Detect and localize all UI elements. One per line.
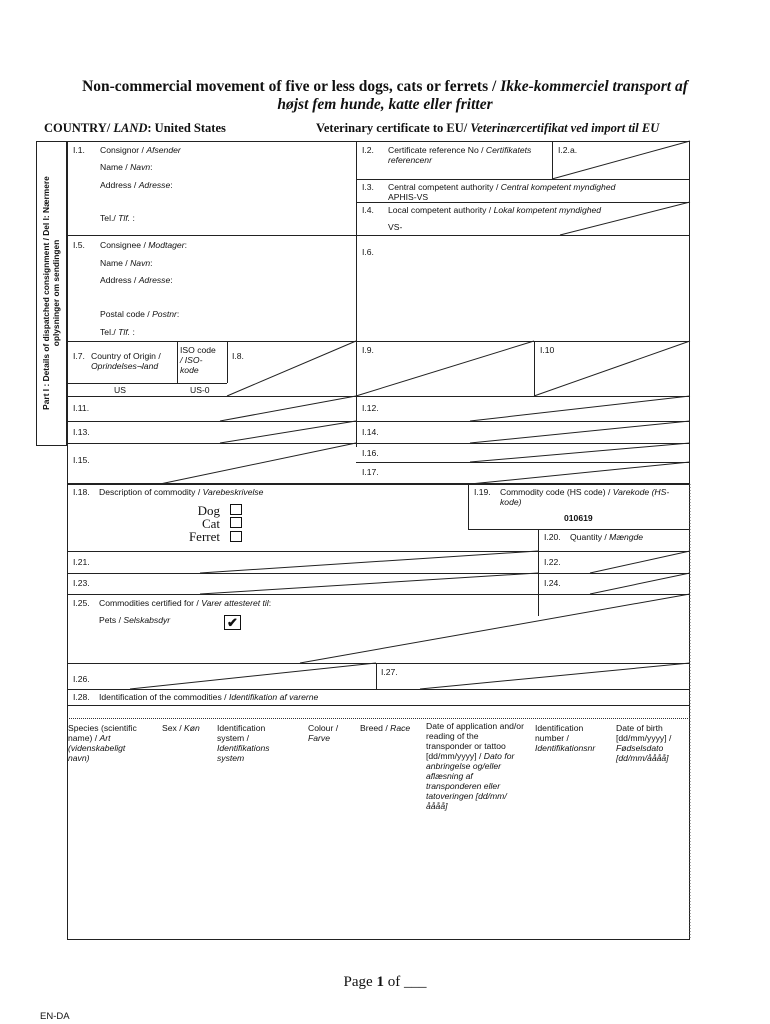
origin-label-en: Country of Origin / bbox=[91, 351, 161, 361]
field-label-i22: I.22. bbox=[544, 557, 561, 567]
ferret-checkbox[interactable] bbox=[230, 531, 242, 542]
field-label-i16: I.16. bbox=[362, 448, 379, 458]
col-header-breed: Breed / Race bbox=[360, 723, 411, 733]
identification-label: Identification of the commodities / Identifikation af varerne bbox=[99, 692, 319, 702]
commodity-frame bbox=[67, 484, 690, 940]
title-da-line2: højst fem hunde, katte eller fritter bbox=[277, 96, 493, 113]
country-of-origin-value: US bbox=[114, 385, 126, 395]
local-authority-value: VS- bbox=[388, 222, 403, 232]
field-label-i17: I.17. bbox=[362, 467, 379, 477]
quantity-label: Quantity / Mængde bbox=[570, 532, 644, 542]
col-header-id-number: Identification number / Identifikationsnr bbox=[535, 723, 596, 753]
hs-code-value: 010619 bbox=[564, 513, 593, 523]
consignee-name-label: Name / Navn: bbox=[100, 258, 153, 268]
col-header-birth-date: Date of birth [dd/mm/yyyy] / Fødselsdato [dd/mm/åååå] bbox=[616, 723, 672, 763]
iso-code-value: US-0 bbox=[190, 385, 210, 395]
field-label-i13: I.13. bbox=[73, 427, 90, 437]
field-label-i26: I.26. bbox=[73, 674, 90, 684]
consignee-tel-label: Tel./ Tlf. : bbox=[100, 327, 135, 337]
field-label-i24: I.24. bbox=[544, 578, 561, 588]
col-header-colour: Colour / Farve bbox=[308, 723, 339, 743]
origin-label-da: Oprindelses¬land bbox=[91, 361, 159, 371]
col-header-application-date: Date of application and/or reading of the transponder or tattoo [dd/mm/yyyy] / Dato for anbringelse og/eller aflæsning af transponderen eller tatoveringen [dd/mm/åååå] bbox=[426, 721, 524, 811]
central-authority-label: Central competent authority / Central kompetent myndighed bbox=[388, 182, 616, 192]
consignee-address-label: Address / Adresse: bbox=[100, 275, 173, 285]
field-label-i23: I.23. bbox=[73, 578, 90, 588]
pets-checkbox[interactable]: ✔ bbox=[224, 615, 241, 630]
iso-label-en: ISO code bbox=[180, 345, 216, 355]
country-heading: COUNTRY/ LAND: United States bbox=[44, 121, 226, 135]
col-header-sex: Sex / Køn bbox=[162, 723, 200, 733]
field-label-i19: I.19. bbox=[474, 487, 491, 497]
commodity-description-label: Description of commodity / Varebeskrivelse bbox=[99, 487, 264, 497]
central-authority-value: APHIS-VS bbox=[388, 192, 429, 202]
consignor-address-label: Address / Adresse: bbox=[100, 180, 173, 190]
field-label-i5: I.5. bbox=[73, 240, 85, 250]
field-label-i14: I.14. bbox=[362, 427, 379, 437]
page-number: Page 1 of ___ bbox=[343, 974, 427, 990]
field-label-i3: I.3. bbox=[362, 182, 374, 192]
consignee-label: Consignee / Modtager: bbox=[100, 240, 187, 250]
iso-label-da: / ISO-kode bbox=[180, 355, 203, 375]
field-label-i9: I.9. bbox=[362, 345, 374, 355]
consignor-label: Consignor / Afsender bbox=[100, 145, 181, 155]
country-value: : United States bbox=[147, 121, 226, 135]
cat-checkbox[interactable] bbox=[230, 517, 242, 528]
col-header-id-system: Identification system / Identifikations system bbox=[217, 723, 270, 763]
consignee-postal-label: Postal code / Postnr: bbox=[100, 309, 180, 319]
language-code: EN-DA bbox=[40, 1011, 70, 1022]
field-label-i2: I.2. bbox=[362, 145, 374, 155]
title-da: Ikke-kommerciel transport af bbox=[500, 78, 688, 95]
certified-for-label: Commodities certified for / Varer attesteret til: bbox=[99, 598, 272, 608]
title-en: Non-commercial movement of five or less dogs, cats or ferrets / bbox=[82, 78, 501, 95]
field-label-i1: I.1. bbox=[73, 145, 85, 155]
field-label-i15: I.15. bbox=[73, 455, 90, 465]
field-label-i10: I.10 bbox=[540, 345, 555, 355]
commodity-cat-label: Cat bbox=[201, 516, 220, 531]
consignor-tel-label: Tel./ Tlf. : bbox=[100, 213, 135, 223]
field-label-i11: I.11. bbox=[73, 403, 90, 413]
commodity-dog-label: Dog bbox=[197, 503, 220, 518]
dog-checkbox[interactable] bbox=[230, 504, 242, 515]
field-label-i21: I.21. bbox=[73, 557, 90, 567]
document-title bbox=[60, 78, 710, 114]
field-label-i6: I.6. bbox=[362, 247, 374, 257]
pets-label: Pets / Selskabsdyr bbox=[99, 615, 171, 625]
field-label-i18: I.18. bbox=[73, 487, 90, 497]
field-label-i27: I.27. bbox=[381, 667, 398, 677]
field-label-i25: I.25. bbox=[73, 598, 90, 608]
local-authority-label: Local competent authority / Lokal kompetent myndighed bbox=[388, 205, 602, 215]
field-label-i2a: I.2.a. bbox=[558, 145, 578, 155]
field-label-i4: I.4. bbox=[362, 205, 374, 215]
field-label-i7: I.7. bbox=[73, 351, 85, 361]
certref-label: Certificate reference No / Certifikatets referencenr bbox=[388, 145, 532, 165]
col-header-species: Species (scientific name) / Art (videnskabeligt navn) bbox=[68, 723, 137, 763]
commodity-ferret-label: Ferret bbox=[188, 529, 220, 544]
certificate-heading: Veterinary certificate to EU/ Veterinærcertifikat ved import til EU bbox=[316, 121, 660, 135]
field-label-i28: I.28. bbox=[73, 692, 90, 702]
hs-code-label: Commodity code (HS code) / Varekode (HS-kode) bbox=[500, 487, 670, 507]
consignor-name-label: Name / Navn: bbox=[100, 162, 153, 172]
field-label-i12: I.12. bbox=[362, 403, 379, 413]
field-label-i20: I.20. bbox=[544, 532, 561, 542]
field-label-i8: I.8. bbox=[232, 351, 244, 361]
